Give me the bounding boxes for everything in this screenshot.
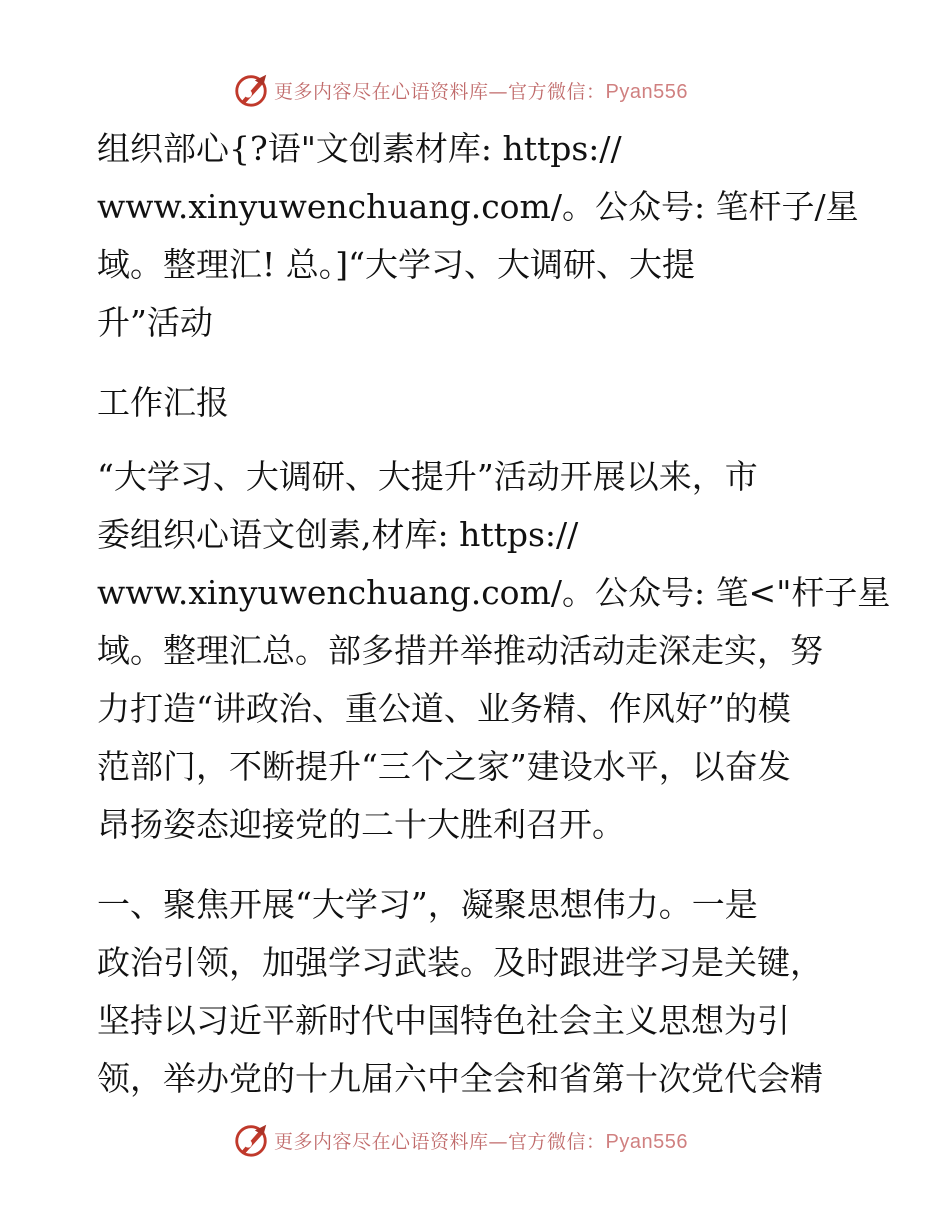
watermark-footer [232, 1120, 712, 1160]
paragraph-intro [97, 448, 891, 854]
text-line: 范部门，不断提升“三个之家”建设水平，以奋发 [97, 747, 791, 786]
text-line: 昂扬姿态迎接党的二十大胜利召开。 [97, 805, 625, 844]
text-line: 域。整理汇总。部多措并举推动活动走深走实，努 [97, 631, 823, 670]
text-line: “大学习、大调研、大提升”活动开展以来，市 [97, 457, 758, 496]
text-line: 政治引领，加强学习武装。及时跟进学习是关键， [97, 943, 823, 982]
watermark-header [232, 70, 712, 110]
watermark-text: 更多内容尽在心语资料库—官方微信：Pyan556 [274, 1130, 688, 1153]
text-line: www.xinyuwenchuang.com/。公众号: 笔杆子/星 [97, 187, 859, 226]
text-line: 域。整理汇! 总。]“大学习、大调研、大提 [97, 245, 695, 284]
document-body [97, 120, 891, 1108]
text-line: www.xinyuwenchuang.com/。公众号: 笔<"杆子星 [97, 573, 891, 612]
text-line: 升”活动 [97, 303, 213, 342]
document-heading [97, 120, 857, 352]
text-line: 坚持以习近平新时代中国特色社会主义思想为引 [97, 1001, 790, 1040]
paragraph-section-one [97, 876, 857, 1108]
text-line: 力打造“讲政治、重公道、业务精、作风好”的模 [97, 689, 791, 728]
document-subheading [97, 374, 857, 432]
text-line: 组织部心{?语"文创素材库: https:// [97, 129, 622, 168]
quill-logo-icon [232, 1121, 270, 1159]
text-line: 工作汇报 [97, 383, 229, 422]
quill-logo-icon [232, 71, 270, 109]
watermark-text: 更多内容尽在心语资料库—官方微信：Pyan556 [274, 80, 688, 103]
text-line: 一、聚焦开展“大学习”，凝聚思想伟力。一是 [97, 885, 758, 924]
text-line: 领，举办党的十九届六中全会和省第十次党代会精 [97, 1059, 823, 1098]
text-line: 委组织心语文创素,材库: https:// [97, 515, 579, 554]
